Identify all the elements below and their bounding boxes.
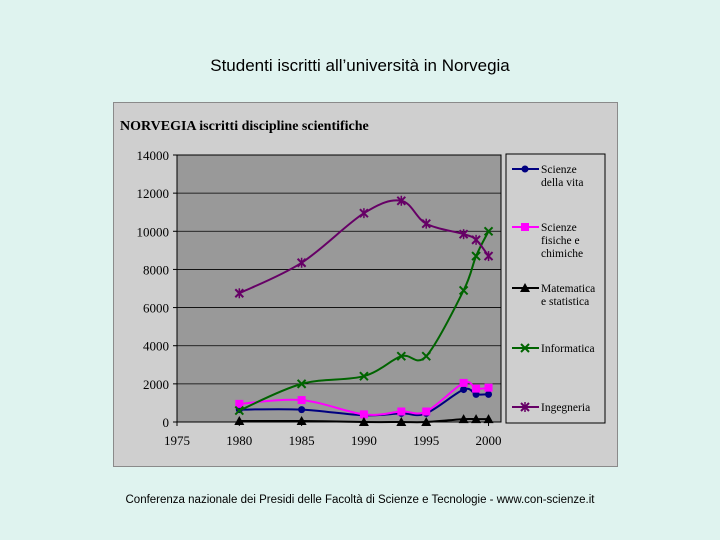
x-tick-label: 1990 [350,433,377,448]
legend-label: chimiche [541,248,584,260]
line-chart [114,103,619,468]
data-point-0 [298,406,305,413]
x-tick-label: 1995 [413,433,440,448]
legend-label: Scienze [541,164,577,176]
x-tick-label: 2000 [475,433,502,448]
y-tick-label: 12000 [136,186,169,202]
data-point-0 [460,386,467,393]
data-point-1 [298,396,306,404]
plot-area [177,155,501,422]
legend-label: della vita [541,177,584,189]
slide-footer: Conferenza nazionale dei Presidi delle Facoltà di Scienze e Tecnologie - www.con-scienze.it [125,494,595,506]
y-tick-label: 10000 [136,224,169,240]
y-tick-label: 14000 [136,148,169,163]
x-tick-label: 1975 [164,433,190,448]
data-point-1 [472,385,480,393]
y-tick-label: 6000 [143,300,169,316]
legend-label: Scienze [541,222,577,234]
data-point-1 [485,384,493,392]
y-tick-label: 2000 [143,376,169,392]
legend-label: Ingegneria [541,402,591,414]
slide-title: Studenti iscritti all’università in Norvegia [210,56,510,75]
data-point-1 [397,408,405,416]
legend-label: Matematica [541,283,596,295]
chart-frame [113,102,618,467]
chart-title: NORVEGIA iscritti discipline scientifiche [120,119,369,134]
x-tick-label: 1980 [226,433,253,448]
legend-label: fisiche e [541,235,580,247]
data-point-1 [460,379,468,387]
legend-marker-0 [522,166,529,173]
data-point-1 [422,408,430,416]
x-tick-label: 1985 [288,433,315,448]
legend-label: Informatica [541,343,595,355]
y-tick-label: 0 [162,415,169,430]
y-tick-label: 8000 [143,262,169,278]
data-point-0 [485,391,492,398]
y-tick-label: 4000 [143,338,169,354]
legend-label: e statistica [541,296,590,308]
legend-marker-1 [521,223,529,231]
